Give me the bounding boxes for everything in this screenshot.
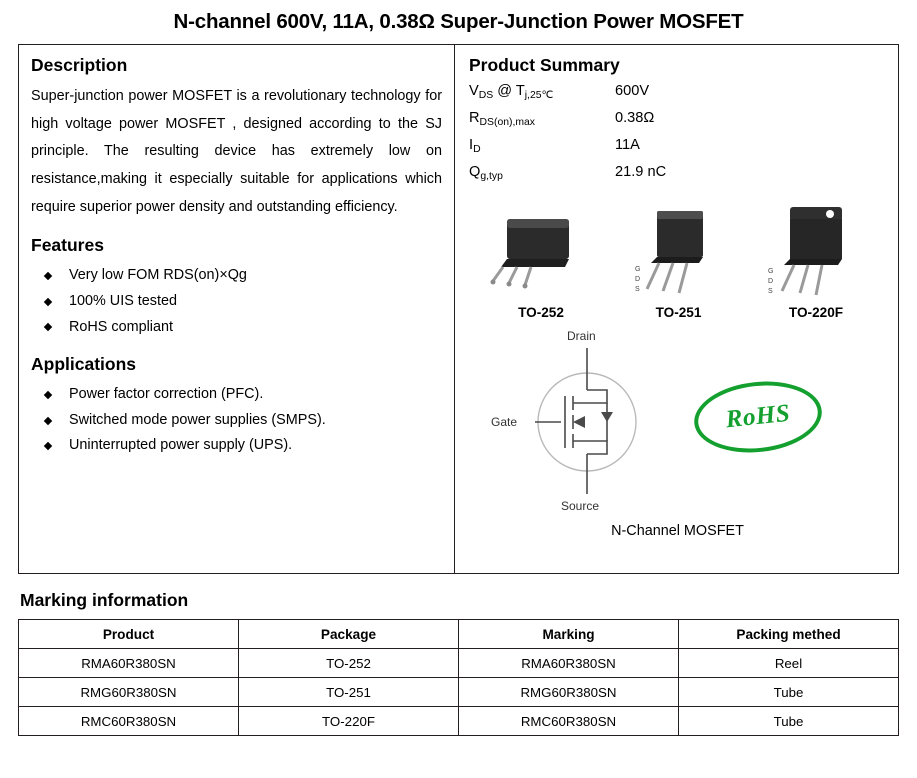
description-heading: Description (31, 55, 128, 75)
to251-drawing (617, 205, 741, 297)
svg-text:S: S (768, 288, 773, 295)
svg-text:G: G (634, 266, 640, 273)
source-label: Source (561, 499, 600, 513)
table-row (19, 707, 899, 736)
table-header-row (19, 620, 899, 649)
applications-heading: Applications (31, 354, 137, 375)
cell-product: RMC60R380SN (19, 707, 239, 736)
table-row (19, 678, 899, 707)
package-label: TO-251 (655, 305, 702, 320)
package-illustrations (469, 205, 886, 320)
applications-list (31, 382, 442, 459)
summary-row (469, 110, 886, 137)
product-summary-table (469, 83, 886, 191)
param-sub: DS(on),max (479, 117, 535, 128)
list-item (31, 433, 442, 459)
param-sub2: j,25 (524, 90, 542, 101)
mosfet-symbol (491, 326, 701, 516)
param-main: R (469, 110, 480, 126)
summary-parameter (469, 137, 615, 153)
main-content-box (18, 44, 899, 574)
column-header-package: Package (239, 620, 459, 649)
summary-row (469, 137, 886, 164)
features-list (31, 263, 442, 340)
package-to220f (754, 205, 878, 320)
application-label: Switched mode power supplies (SMPS). (69, 411, 326, 428)
summary-row (469, 83, 886, 110)
param-sub: g,typ (480, 171, 503, 182)
left-column (19, 45, 455, 573)
gate-label: Gate (491, 415, 518, 429)
table-row (19, 649, 899, 678)
schematic-caption: N-Channel MOSFET (611, 523, 744, 539)
param-sub: DS (478, 90, 494, 101)
svg-text:G: G (768, 268, 774, 275)
bullet-diamond-icon (44, 442, 52, 450)
param-sub: D (473, 144, 481, 155)
param-main: V (469, 83, 479, 99)
marking-heading: Marking information (20, 590, 189, 610)
package-label: TO-220F (788, 305, 844, 320)
cell-marking: RMA60R380SN (459, 649, 679, 678)
rohs-oval-icon (691, 376, 826, 459)
cell-marking: RMC60R380SN (459, 707, 679, 736)
list-item (31, 315, 442, 341)
right-column (455, 45, 898, 573)
to252-image (479, 205, 603, 297)
cell-packing: Tube (679, 678, 899, 707)
cell-packing: Tube (679, 707, 899, 736)
bullet-diamond-icon (44, 416, 52, 424)
schematic-area (469, 326, 886, 521)
bullet-diamond-icon (44, 391, 52, 399)
cell-product: RMG60R380SN (19, 678, 239, 707)
param-main: Q (469, 164, 481, 180)
column-header-marking: Marking (459, 620, 679, 649)
application-label: Power factor correction (PFC). (69, 386, 264, 403)
column-header-product: Product (19, 620, 239, 649)
features-heading: Features (31, 235, 104, 256)
summary-value: 11A (615, 137, 640, 153)
application-label: Uninterrupted power supply (UPS). (69, 437, 293, 454)
param-main: I (469, 137, 474, 153)
list-item (31, 408, 442, 434)
column-header-packing: Packing methed (679, 620, 899, 649)
rohs-logo (694, 382, 822, 452)
feature-label: RoHS compliant (69, 318, 173, 335)
to252-drawing (479, 205, 603, 297)
to251-image (617, 205, 741, 297)
summary-row (469, 164, 886, 191)
summary-value: 21.9 nC (615, 164, 667, 180)
datasheet-page (0, 10, 917, 778)
cell-product: RMA60R380SN (19, 649, 239, 678)
bullet-diamond-icon (44, 272, 52, 280)
page-title: N-channel 600V, 11A, 0.38Ω Super-Junction Power MOSFET (173, 10, 744, 33)
svg-text:D: D (634, 276, 640, 283)
drain-label: Drain (567, 329, 596, 343)
summary-value: 0.38Ω (615, 110, 655, 126)
list-item (31, 263, 442, 289)
list-item (31, 289, 442, 315)
package-to252 (479, 205, 603, 320)
list-item (31, 382, 442, 408)
to220f-drawing (754, 205, 878, 297)
bullet-diamond-icon (44, 297, 52, 305)
svg-text:D: D (768, 278, 774, 285)
cell-marking: RMG60R380SN (459, 678, 679, 707)
summary-parameter (469, 164, 615, 180)
cell-packing: Reel (679, 649, 899, 678)
rohs-label: RoHS (724, 399, 792, 434)
feature-label: Very low FOM RDS(on)×Qg (69, 267, 247, 284)
to220f-image (754, 205, 878, 297)
product-summary-heading: Product Summary (469, 55, 620, 75)
summary-parameter (469, 110, 615, 126)
package-to251 (617, 205, 741, 320)
summary-value: 600V (615, 83, 650, 99)
bullet-diamond-icon (44, 323, 52, 331)
summary-parameter (469, 83, 615, 99)
marking-table (18, 619, 899, 736)
cell-package: TO-220F (239, 707, 459, 736)
cell-package: TO-251 (239, 678, 459, 707)
cell-package: TO-252 (239, 649, 459, 678)
param-extra: @ T (493, 83, 525, 99)
package-label: TO-252 (518, 305, 564, 320)
svg-text:S: S (634, 286, 640, 293)
param-unit: ℃ (541, 90, 554, 101)
description-body: Super-junction power MOSFET is a revolutionary technology for high voltage power MOSFET , designed according to the SJ principle. The resulting device has extremely low on resistance,making it especially suitable for applications which require superior power density and outstanding efficiency. (31, 88, 442, 215)
feature-label: 100% UIS tested (69, 292, 177, 309)
